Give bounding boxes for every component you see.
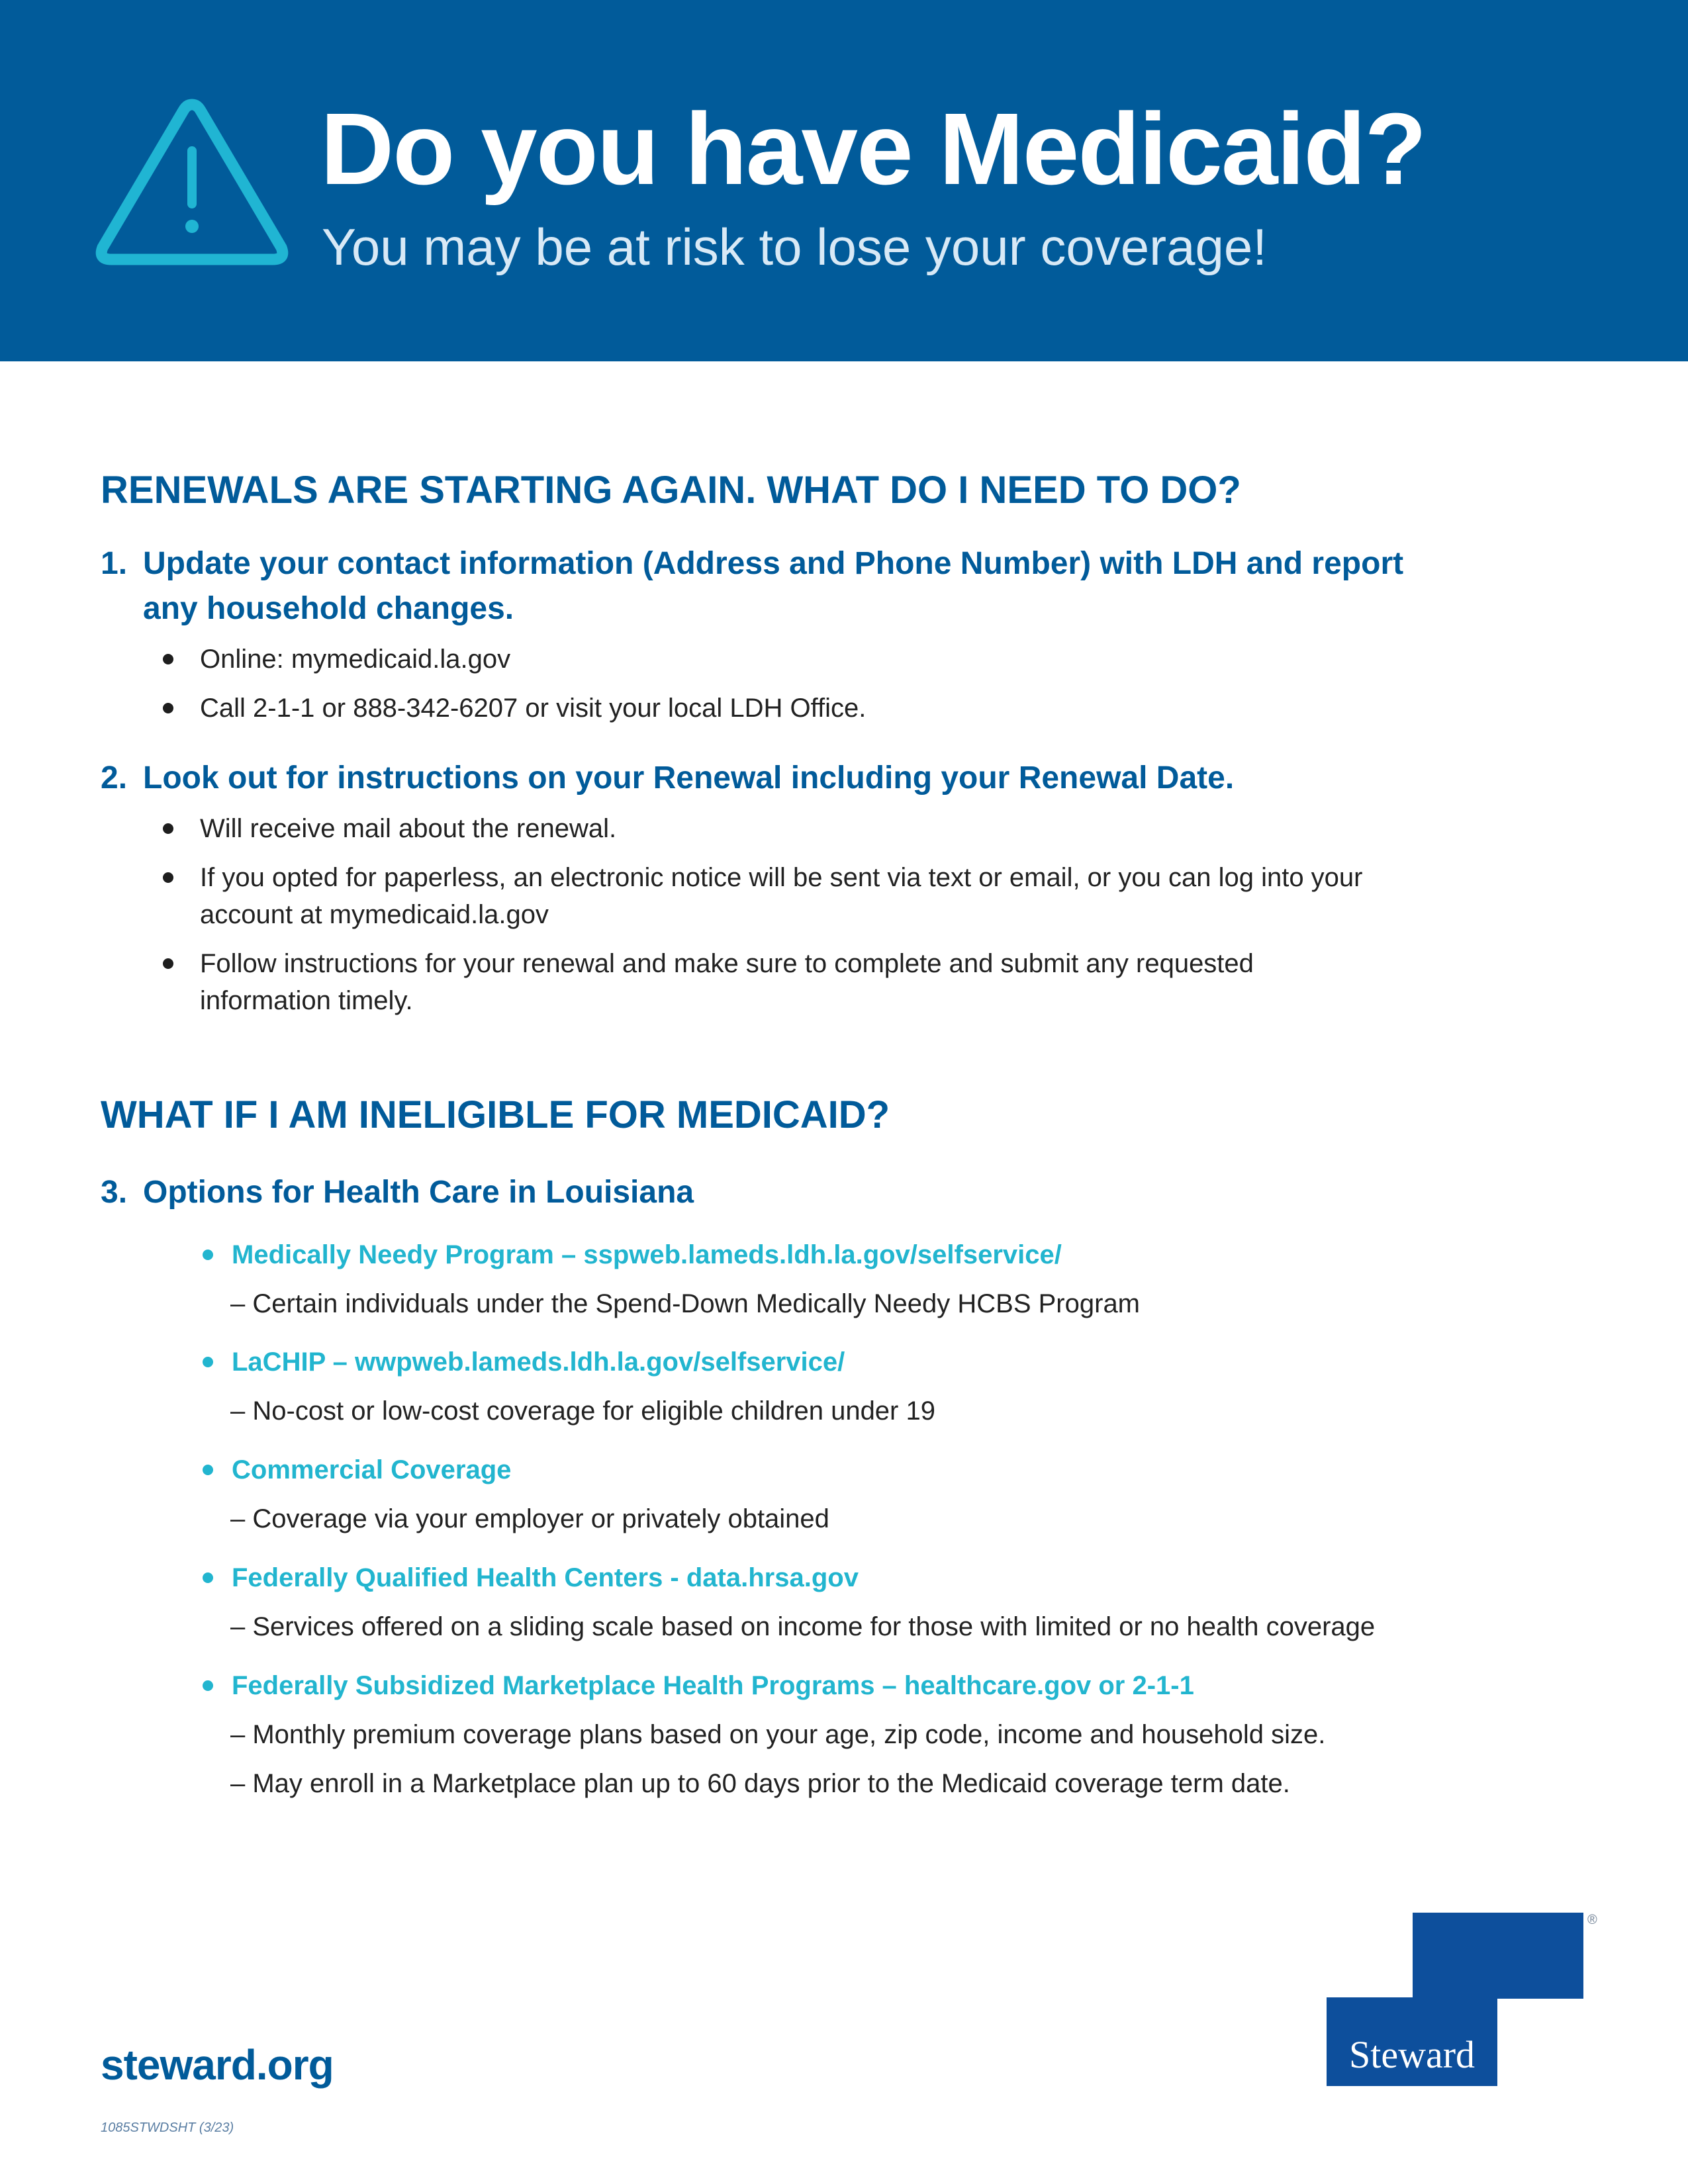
- step-2-heading: [101, 756, 1234, 801]
- step-2-line1: Look out for instructions on your Renewal including your Renewal Date.: [143, 760, 1235, 796]
- option-title[interactable]: Federally Subsidized Marketplace Health Programs – healthcare.gov or 2-1-1: [199, 1667, 1325, 1704]
- option-marketplace: [199, 1667, 1325, 1802]
- registered-mark: ®: [1587, 1913, 1597, 1927]
- steward-logo: [1327, 1913, 1599, 2086]
- option-detail: – Coverage via your employer or privately obtained: [230, 1504, 829, 1533]
- step-2-bullet: Will receive mail about the renewal.: [159, 810, 1391, 847]
- renewals-heading: RENEWALS ARE STARTING AGAIN. WHAT DO I NEED TO DO?: [101, 469, 1241, 512]
- document-code: 1085STWDSHT (3/23): [101, 2120, 234, 2135]
- option-title[interactable]: Federally Qualified Health Centers - data.hrsa.gov: [199, 1559, 1375, 1596]
- logo-wordmark: Steward: [1348, 2033, 1476, 2076]
- step-1-heading: [101, 541, 1403, 631]
- ineligible-heading: WHAT IF I AM INELIGIBLE FOR MEDICAID?: [101, 1093, 890, 1136]
- page-title: Do you have Medicaid?: [320, 92, 1426, 206]
- option-lachip: [199, 1343, 935, 1430]
- option-title[interactable]: Medically Needy Program – sspweb.lameds.ldh.la.gov/selfservice/: [199, 1236, 1140, 1273]
- step-3-heading: [101, 1170, 694, 1215]
- option-fqhc: [199, 1559, 1375, 1645]
- step-2-bullet: Follow instructions for your renewal and make sure to complete and submit any requested information timely.: [159, 945, 1365, 1019]
- option-commercial: [199, 1451, 829, 1537]
- page-subtitle: You may be at risk to lose your coverage!: [322, 218, 1267, 276]
- option-detail: – Services offered on a sliding scale based on income for those with limited or no health coverage: [230, 1612, 1376, 1641]
- step-1-line2: any household changes.: [143, 591, 514, 626]
- step-1-bullet: Call 2-1-1 or 888-342-6207 or visit your local LDH Office.: [159, 690, 866, 727]
- option-detail: – Monthly premium coverage plans based on your age, zip code, income and household size.: [230, 1720, 1326, 1749]
- step-2-number: 2.: [101, 760, 128, 796]
- step-3-title: Options for Health Care in Louisiana: [143, 1175, 694, 1210]
- option-detail: – Certain individuals under the Spend-Down Medically Needy HCBS Program: [230, 1289, 1141, 1318]
- step-3-number: 3.: [101, 1175, 128, 1210]
- step-2-bullet-list: [159, 810, 1417, 1019]
- step-1-number: 1.: [101, 546, 128, 581]
- option-detail: – May enroll in a Marketplace plan up to 60 days prior to the Medicaid coverage term date.: [230, 1769, 1290, 1798]
- option-medically-needy: [199, 1236, 1140, 1322]
- option-detail: – No-cost or low-cost coverage for eligible children under 19: [230, 1396, 935, 1426]
- option-title: Commercial Coverage: [199, 1451, 829, 1488]
- step-1-line1: Update your contact information (Address and Phone Number) with LDH and report: [143, 546, 1404, 581]
- header-banner: [0, 0, 1688, 361]
- step-1-bullet: Online: mymedicaid.la.gov: [159, 641, 866, 678]
- option-title[interactable]: LaCHIP – wwpweb.lameds.ldh.la.gov/selfservice/: [199, 1343, 935, 1381]
- website-link[interactable]: steward.org: [101, 2041, 334, 2089]
- logo-block-upper: [1413, 1913, 1583, 1999]
- step-1-bullet-list: [159, 641, 866, 727]
- step-2-bullet: If you opted for paperless, an electronic notice will be sent via text or email, or you can log into your account at mymedicaid.la.gov: [159, 859, 1405, 933]
- warning-triangle-icon: [93, 93, 291, 271]
